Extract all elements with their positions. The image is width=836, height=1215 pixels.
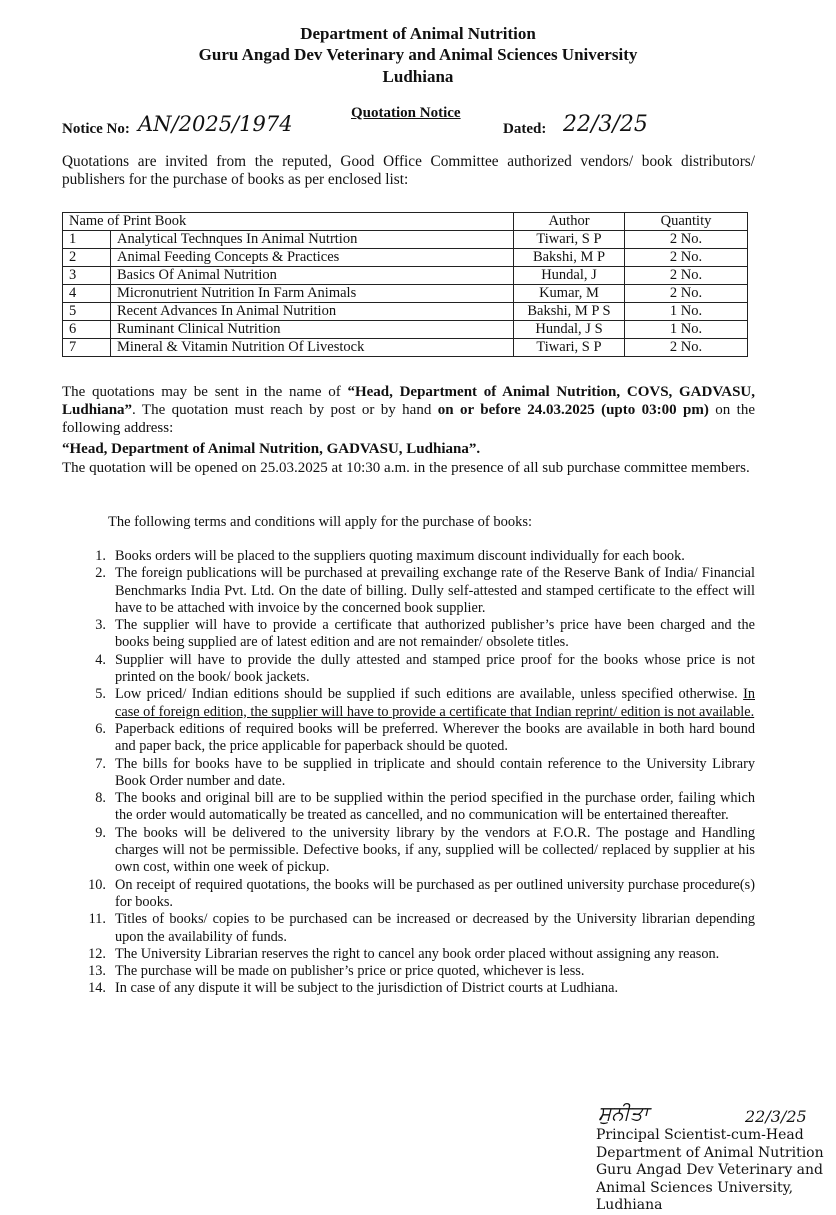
- term-number: 13.: [88, 963, 106, 980]
- term-text: Low priced/ Indian editions should be supplied if such editions are available, unless specified otherwise.: [115, 686, 744, 703]
- term-text: The purchase will be made on publisher’s price or price quoted, whichever is less.: [115, 963, 585, 980]
- table-row: [63, 267, 748, 285]
- term-item: [62, 946, 755, 963]
- term-number: 14.: [88, 980, 106, 997]
- term-text: Books orders will be placed to the suppliers quoting maximum discount individually for each book.: [115, 548, 685, 564]
- book-title: Mineral & Vitamin Nutrition Of Livestock: [111, 339, 514, 357]
- term-number: 3.: [95, 617, 106, 634]
- stamp-line: Animal Sciences University,: [596, 1179, 794, 1196]
- term-number: 12.: [88, 945, 106, 962]
- term-number: 11.: [88, 911, 106, 928]
- table-row: [63, 249, 748, 267]
- book-quantity: 1 No.: [625, 303, 748, 321]
- book-quantity: 2 No.: [625, 249, 748, 267]
- table-row: [63, 339, 748, 357]
- submission-paragraph: [62, 383, 755, 437]
- books-table: [62, 212, 748, 357]
- term-item: [62, 825, 755, 877]
- row-number: 2: [63, 249, 111, 267]
- table-row: [63, 285, 748, 303]
- book-title: Basics Of Animal Nutrition: [111, 267, 514, 285]
- term-number: 2.: [95, 565, 106, 582]
- header-quantity: Quantity: [625, 213, 748, 231]
- notice-number-handwritten: AN/2025/1974: [138, 112, 293, 136]
- term-number: 4.: [95, 651, 106, 668]
- signature-date: 22/3/25: [745, 1107, 807, 1126]
- term-text: The University Librarian reserves the right to cancel any book order placed without assigning any reason.: [115, 945, 720, 962]
- term-item: [62, 877, 755, 912]
- stamp-line: Ludhiana: [596, 1197, 663, 1213]
- term-item: [62, 565, 755, 617]
- row-number: 4: [63, 285, 111, 303]
- term-item: [62, 911, 755, 946]
- term-text: The books and original bill are to be supplied within the period specified in the purchase order, failing which the order would automatically be treated as cancelled, and no communication will be entertained thereafter.: [115, 790, 755, 824]
- terms-intro: The following terms and conditions will apply for the purchase of books:: [108, 514, 533, 530]
- book-title: Animal Feeding Concepts & Practices: [111, 249, 514, 267]
- book-title: Analytical Technques In Animal Nutrtion: [111, 231, 514, 249]
- row-number: 1: [63, 231, 111, 249]
- term-item: [62, 652, 755, 687]
- row-number: 3: [63, 267, 111, 285]
- book-quantity: 2 No.: [625, 231, 748, 249]
- term-item: [62, 617, 755, 652]
- opening-paragraph: The quotation will be opened on 25.03.2025 at 10:30 a.m. in the presence of all sub purchase committee members.: [62, 460, 750, 476]
- stamp-line: Principal Scientist-cum-Head: [596, 1127, 804, 1143]
- submission-address: “Head, Department of Animal Nutrition, GADVASU, Ludhiana”.: [62, 441, 481, 457]
- book-title: Ruminant Clinical Nutrition: [111, 321, 514, 339]
- book-author: Bakshi, M P: [514, 249, 625, 267]
- term-number: 5.: [95, 686, 106, 703]
- table-header-row: [63, 213, 748, 231]
- term-text: The foreign publications will be purchased at prevailing exchange rate of the Reserve Bank of India/ Financial Benchmarks India Pvt. Ltd. On the date of billing. Dully self-attested and stamped certificate to the effect will have to be attached with invoice by the concerned book supplier.: [115, 565, 755, 616]
- book-author: Hundal, J: [514, 267, 625, 285]
- submission-addressee: “Head, Department of Animal Nutrition, COVS, GADVASU, Ludhiana”: [62, 384, 755, 418]
- book-author: Kumar, M: [514, 285, 625, 303]
- dated-label: Dated:: [503, 121, 547, 137]
- book-quantity: 1 No.: [625, 321, 748, 339]
- submission-deadline: on or before 24.03.2025 (upto 03:00 pm): [437, 402, 709, 418]
- stamp-line: Department of Animal Nutrition: [596, 1144, 824, 1161]
- term-number: 6.: [95, 720, 106, 737]
- signature-handwritten: ਸੁਨੀਤਾ: [598, 1101, 649, 1125]
- submission-text-a: The quotations may be sent in the name of: [62, 384, 348, 400]
- term-text: On receipt of required quotations, the books will be purchased as per outlined university purchase procedure(s) for books.: [115, 876, 755, 910]
- term-number: 7.: [95, 755, 106, 772]
- book-title: Recent Advances In Animal Nutrition: [111, 303, 514, 321]
- term-item: [62, 548, 755, 565]
- signature-stamp: [596, 1127, 824, 1215]
- term-item: [62, 980, 755, 997]
- department-title: Department of Animal Nutrition: [300, 24, 536, 43]
- term-underlined-text: In case of foreign edition, the supplier will have to provide a certificate that Indian reprint/ edition is not available.: [115, 686, 755, 720]
- dated-handwritten: 22/3/25: [563, 112, 648, 137]
- term-text: The bills for books have to be supplied in triplicate and should contain reference to the University Library Book Order number and date.: [115, 755, 755, 789]
- notice-title: Quotation Notice: [351, 105, 461, 121]
- row-number: 6: [63, 321, 111, 339]
- book-quantity: 2 No.: [625, 339, 748, 357]
- submission-text-c: on the following address:: [62, 402, 756, 436]
- university-title: Guru Angad Dev Veterinary and Animal Sciences University: [198, 45, 638, 64]
- stamp-line: Guru Angad Dev Veterinary and: [596, 1162, 824, 1178]
- book-title: Micronutrient Nutrition In Farm Animals: [111, 285, 514, 303]
- book-author: Tiwari, S P: [514, 339, 625, 357]
- table-row: [63, 231, 748, 249]
- book-author: Hundal, J S: [514, 321, 625, 339]
- term-number: 1.: [95, 548, 106, 564]
- table-row: [63, 303, 748, 321]
- intro-paragraph: Quotations are invited from the reputed, Good Office Committee authorized vendors/ book distributors/ publishers for the purchase of books as per enclosed list:: [62, 153, 755, 188]
- book-quantity: 2 No.: [625, 267, 748, 285]
- term-item: [62, 790, 755, 825]
- term-item: [62, 963, 755, 980]
- header-book-name: Name of Print Book: [63, 213, 514, 231]
- notice-number-label: Notice No:: [62, 121, 130, 137]
- term-item: [62, 721, 755, 756]
- term-item: [62, 686, 755, 721]
- submission-text-b: . The quotation must reach by post or by hand: [132, 402, 438, 418]
- term-number: 8.: [95, 790, 106, 807]
- city-title: Ludhiana: [382, 67, 454, 86]
- book-author: Bakshi, M P S: [514, 303, 625, 321]
- term-item: [62, 756, 755, 791]
- header-author: Author: [514, 213, 625, 231]
- row-number: 7: [63, 339, 111, 357]
- term-text: Supplier will have to provide the dully attested and stamped price proof for the books whose price is not printed on the book/ book jackets.: [115, 651, 755, 686]
- term-number: 9.: [95, 824, 106, 841]
- book-quantity: 2 No.: [625, 285, 748, 303]
- table-row: [63, 321, 748, 339]
- term-text: In case of any dispute it will be subject to the jurisdiction of District courts at Ludhiana.: [115, 980, 619, 997]
- term-text: The books will be delivered to the university library by the vendors at F.O.R. The postage and Handling charges will not be permissible. Defective books, if any, supplied will be collected/ replaced by supplier at his own cost, within one week of pickup.: [115, 824, 755, 876]
- term-text: Paperback editions of required books will be preferred. Wherever the books are available in both hard bound and paper back, the price applicable for paperback should be quoted.: [115, 720, 755, 755]
- term-text: The supplier will have to provide a certificate that authorized publisher’s price have been charged and the books being supplied are of latest edition and are not remainder/ obsolete titles.: [115, 617, 755, 651]
- term-number: 10.: [88, 876, 106, 893]
- book-author: Tiwari, S P: [514, 231, 625, 249]
- term-text: Titles of books/ copies to be purchased can be increased or decreased by the University librarian depending upon the availability of funds.: [115, 911, 755, 945]
- row-number: 5: [63, 303, 111, 321]
- terms-list: [62, 548, 755, 998]
